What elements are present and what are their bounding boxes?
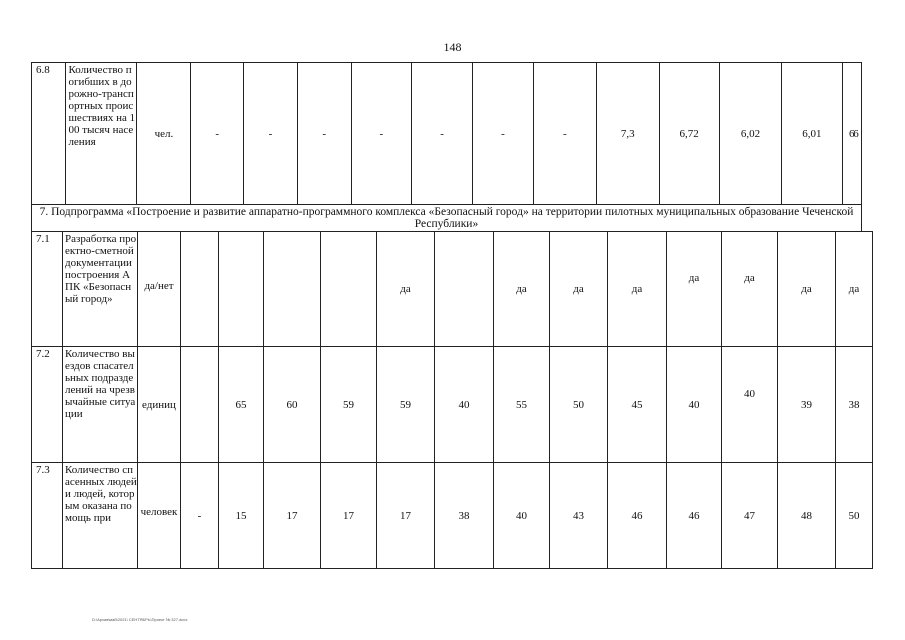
value-cell: 6,01 [782,63,842,205]
subprogram-title: 7. Подпрограмма «Построение и развитие аппаратно-программного комплекса «Безопасный город» на территории пилотных муниципальных образование Чеченской Республики» [32,205,862,232]
value-cell: 40 [722,347,778,463]
unit-cell: да/нет [138,232,181,347]
value-cell: 43 [550,463,608,569]
indicator-name: Количество погибших в дорожно-транспортных происшествиях на 100 тысяч населения [66,63,137,205]
value-cell: 60 [264,347,321,463]
value-cell: - [244,63,298,205]
value-cell: 47 [722,463,778,569]
value-cell: 15 [219,463,264,569]
unit-cell: чел. [137,63,191,205]
table-row-6-8 [31,62,862,205]
value-cell: 45 [608,347,667,463]
value-cell: да [667,232,722,347]
indicator-name: Количество спасенных людей и людей, которым оказана помощь при [63,463,138,569]
value-cell: 40 [494,463,550,569]
value-cell: - [297,63,351,205]
value-cell: да [494,232,550,347]
value-cell: 38 [836,347,873,463]
value-cell [219,232,264,347]
value-cell: да [608,232,667,347]
value-cell: 38 [435,463,494,569]
value-cell: 46 [667,463,722,569]
value-cell: да [778,232,836,347]
value-cell: 50 [550,347,608,463]
value-cell: 17 [321,463,377,569]
value-cell: 7,3 [597,63,659,205]
value-cell: да [836,232,873,347]
value-cell: - [181,463,219,569]
value-cell [435,232,494,347]
value-cell: 46 [608,463,667,569]
value-cell: 40 [667,347,722,463]
value-cell [181,232,219,347]
value-cell: 50 [836,463,873,569]
value-cell: 48 [778,463,836,569]
value-cell: - [351,63,411,205]
indicator-name: Количество выездов спасательных подразделений на чрезвычайные ситуации [63,347,138,463]
value-cell: да [377,232,435,347]
value-cell: 17 [377,463,435,569]
value-cell [181,347,219,463]
value-cell: да [722,232,778,347]
value-cell: 6 [853,128,859,140]
value-cell: 17 [264,463,321,569]
value-cell: - [411,63,472,205]
value-cell: 59 [321,347,377,463]
value-cell: 65 [219,347,264,463]
subprogram-header [31,204,862,232]
page-number: 148 [443,40,462,54]
row-number: 6.8 [32,63,66,205]
row-number: 7.1 [32,232,63,347]
value-cell: - [533,63,597,205]
value-cell: 55 [494,347,550,463]
table-row [32,232,873,347]
value-cell: 39 [778,347,836,463]
value-cell: 6,72 [659,63,719,205]
value-cell [321,232,377,347]
value-cell: - [473,63,533,205]
value-cell: 6 [842,63,861,205]
value-cell: да [550,232,608,347]
value-cell [264,232,321,347]
row-number: 7.3 [32,463,63,569]
value-cell: 59 [377,347,435,463]
row-number: 7.2 [32,347,63,463]
table-row [32,463,873,569]
value-cell: 40 [435,347,494,463]
footer-file-path: D:\Архив\май\2021\ СЕНТЯБРЬ\Проект № 327.docx [92,617,188,622]
table-row [32,347,873,463]
value-cell: 6,02 [719,63,781,205]
indicators-table [31,231,873,569]
unit-cell: единиц [138,347,181,463]
value-cell: - [191,63,244,205]
indicator-name: Разработка проектно-сметной документации построения АПК «Безопасный город» [63,232,138,347]
unit-cell: человек [138,463,181,569]
